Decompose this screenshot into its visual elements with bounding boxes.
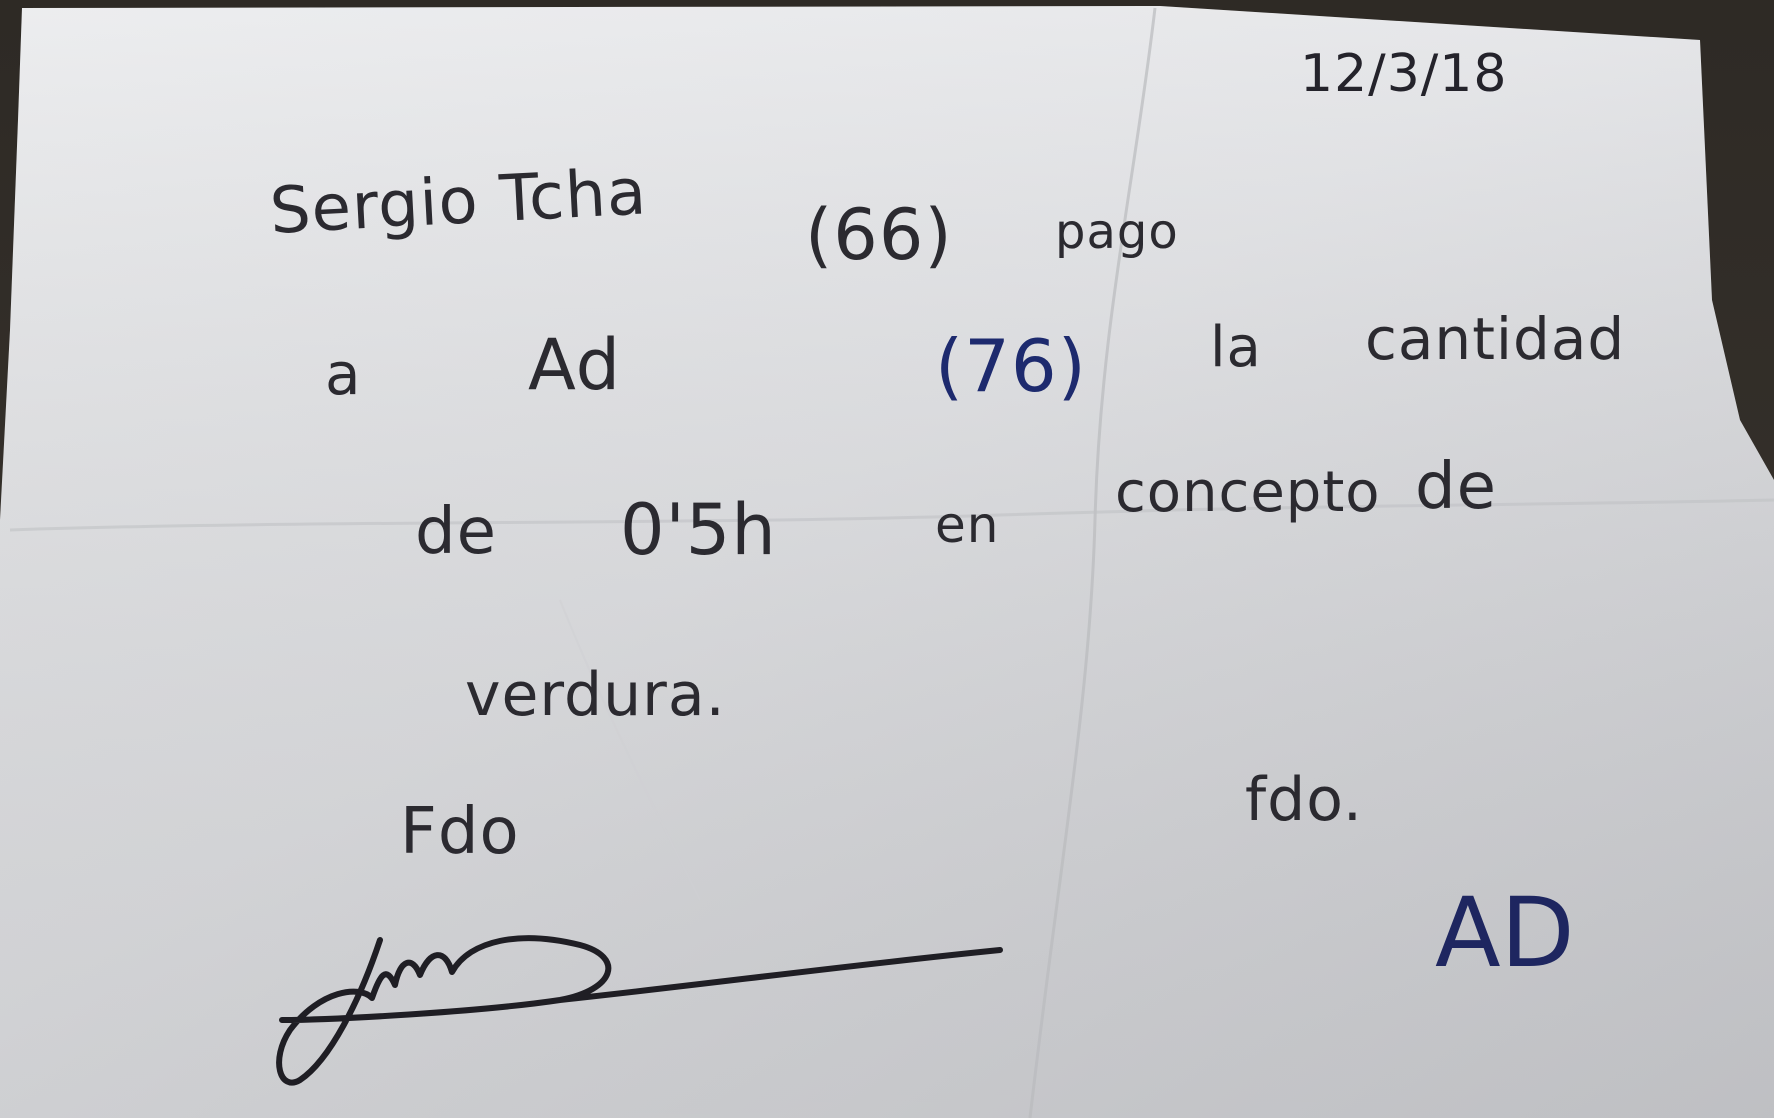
recipient-name: Ad bbox=[528, 324, 622, 406]
payer-name: Sergio Tcha bbox=[268, 155, 649, 249]
fdo-left-label: Fdo bbox=[400, 795, 520, 869]
prep-en: en bbox=[935, 496, 1000, 554]
article-la: la bbox=[1210, 315, 1262, 380]
receipt-date: 12/3/18 bbox=[1300, 44, 1508, 104]
payer-code: (66) bbox=[805, 194, 953, 276]
word-concepto: concepto bbox=[1115, 460, 1381, 525]
signature-ad: AD bbox=[1435, 877, 1575, 989]
prefix-a: a bbox=[325, 340, 362, 408]
prep-de: de bbox=[415, 495, 497, 569]
recipient-code: (76) bbox=[935, 324, 1087, 408]
word-cantidad: cantidad bbox=[1365, 305, 1626, 373]
fdo-right-label: fdo. bbox=[1245, 765, 1363, 835]
amount-value: 0'5h bbox=[620, 489, 777, 571]
prep-de-2: de bbox=[1415, 450, 1497, 524]
item-verdura: verdura. bbox=[465, 660, 726, 730]
verb-pago: pago bbox=[1055, 204, 1179, 260]
